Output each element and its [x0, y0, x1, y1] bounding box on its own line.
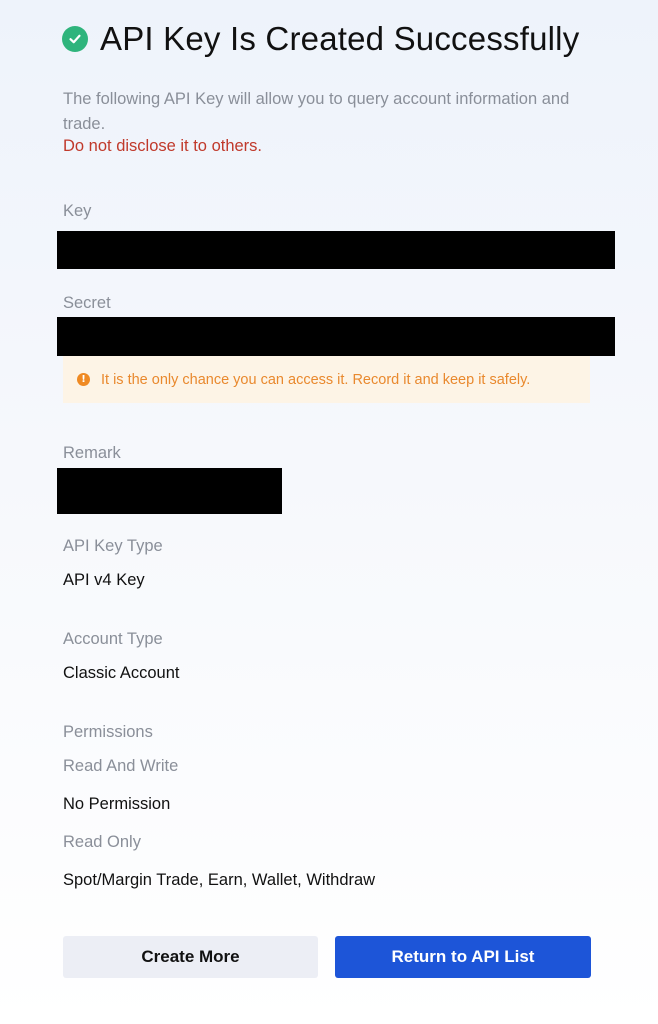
- intro-description: The following API Key will allow you to query account information and trade.: [63, 90, 570, 133]
- create-more-button[interactable]: Create More: [63, 936, 318, 978]
- remark-value-redacted: [57, 468, 282, 514]
- secret-label: Secret: [63, 294, 111, 312]
- disclosure-warning: Do not disclose it to others.: [63, 137, 263, 155]
- key-label: Key: [63, 202, 92, 220]
- read-write-label: Read And Write: [63, 757, 179, 775]
- page-title: API Key Is Created Successfully: [100, 20, 580, 57]
- account-type-value: Classic Account: [63, 664, 180, 682]
- api-key-type-value: API v4 Key: [63, 571, 145, 589]
- api-key-type-label: API Key Type: [63, 537, 163, 555]
- access-notice: [63, 356, 590, 403]
- key-value-redacted: [57, 231, 615, 269]
- account-type-label: Account Type: [63, 630, 163, 648]
- permissions-title: Permissions: [63, 723, 153, 741]
- read-write-value: No Permission: [63, 795, 171, 813]
- check-circle-icon: [62, 26, 88, 52]
- notice-text: It is the only chance you can access it. Record it and keep it safely.: [101, 371, 531, 388]
- page-header: [62, 20, 579, 58]
- read-only-label: Read Only: [63, 833, 141, 851]
- read-only-value: Spot/Margin Trade, Earn, Wallet, Withdraw: [63, 871, 376, 889]
- exclamation-circle-icon: !: [77, 373, 90, 386]
- secret-value-redacted: [57, 317, 615, 356]
- return-to-api-list-button[interactable]: Return to API List: [335, 936, 591, 978]
- remark-label: Remark: [63, 444, 121, 462]
